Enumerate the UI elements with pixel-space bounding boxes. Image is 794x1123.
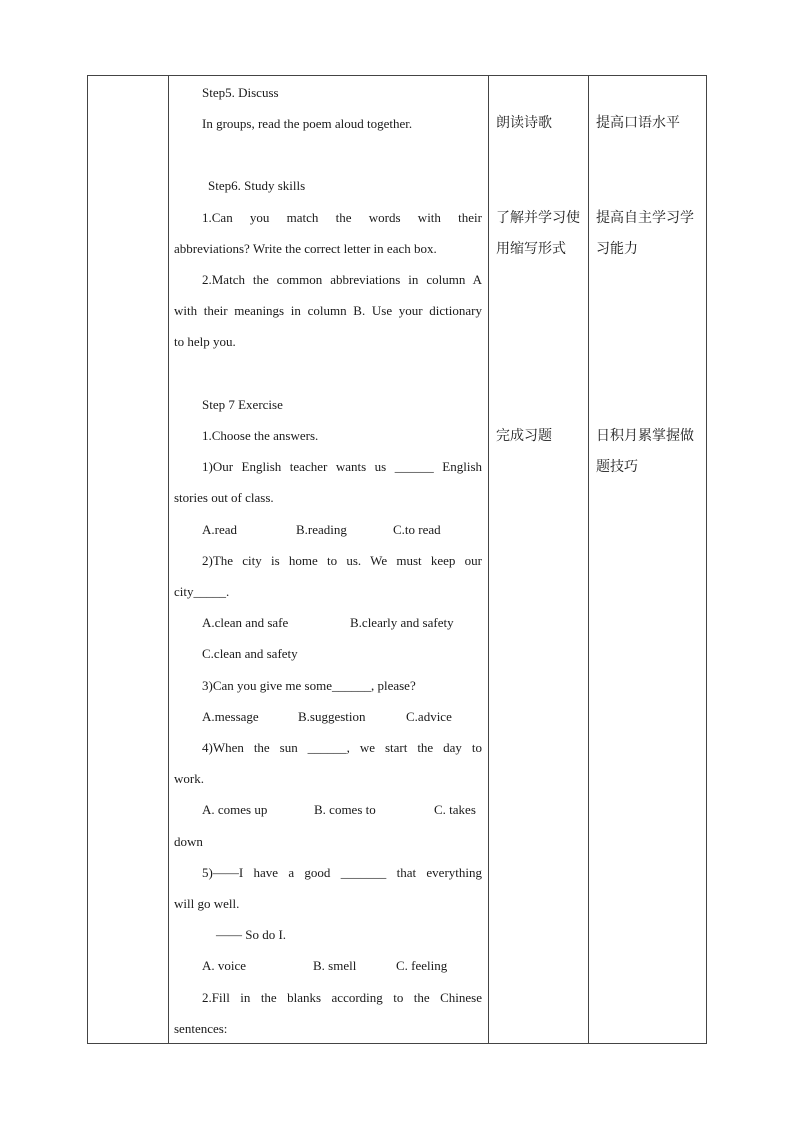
question-1-line1: 1)Our English teacher wants us ______ English	[202, 459, 482, 474]
step6-activity-line1: 了解并学习使	[496, 210, 580, 226]
step6-heading: Step6. Study skills	[208, 178, 306, 193]
question-5-options	[202, 958, 472, 974]
column-divider	[168, 76, 169, 1043]
question-5-line3: —— So do I.	[216, 927, 287, 942]
option-b: B. comes to	[314, 802, 376, 817]
question-5-line1: 5)——I have a good _______ that everything	[202, 865, 482, 880]
option-a: A.message	[202, 709, 259, 724]
column-divider	[488, 76, 489, 1043]
question-5-line2: will go well.	[174, 896, 240, 911]
option-b: B.reading	[296, 522, 347, 537]
step5-heading: Step5. Discuss	[202, 85, 279, 100]
question-4-line3: down	[174, 834, 203, 849]
column-divider	[588, 76, 589, 1043]
option-c: C.to read	[393, 522, 441, 537]
step7-intro: 1.Choose the answers.	[202, 428, 319, 443]
option-a: A. voice	[202, 958, 247, 973]
option-b: B.clearly and safety	[350, 615, 454, 630]
step6-goal-line1: 提高自主学习学	[596, 210, 694, 226]
fill-blanks-line2: sentences:	[174, 1021, 228, 1036]
option-b: B. smell	[313, 958, 357, 973]
option-c: C. takes	[434, 802, 476, 817]
step5-activity: 朗读诗歌	[496, 115, 552, 131]
step5-goal: 提高口语水平	[596, 115, 680, 131]
step6-item2-line1: 2.Match the common abbreviations in column A	[202, 272, 482, 287]
question-4-line1: 4)When the sun ______, we start the day to	[202, 740, 482, 755]
option-a: A.clean and safe	[202, 615, 289, 630]
question-4-options	[202, 802, 482, 818]
step7-goal-line2: 题技巧	[596, 459, 638, 475]
step6-goal-line2: 习能力	[596, 241, 638, 257]
step6-item2-line3: to help you.	[174, 334, 236, 349]
step6-activity-line2: 用缩写形式	[496, 241, 566, 257]
step7-activity: 完成习题	[496, 428, 552, 444]
option-c: C.advice	[406, 709, 452, 724]
step7-heading: Step 7 Exercise	[202, 397, 283, 412]
question-1-options	[202, 522, 462, 538]
question-1-line2: stories out of class.	[174, 490, 274, 505]
question-2-options	[202, 615, 472, 631]
step6-item2-line2: with their meanings in column B. Use your dictionary	[174, 303, 482, 318]
step6-item1-line1: 1.Can you match the words with their	[202, 210, 482, 225]
option-c: C. feeling	[396, 958, 448, 973]
option-a: A. comes up	[202, 802, 268, 817]
step6-item1-line2: abbreviations? Write the correct letter in each box.	[174, 241, 437, 256]
step7-goal-line1: 日积月累掌握做	[596, 428, 694, 444]
option-a: A.read	[202, 522, 238, 537]
question-2-line1: 2)The city is home to us. We must keep our	[202, 553, 482, 568]
lesson-table	[87, 75, 707, 1044]
question-4-line2: work.	[174, 771, 204, 786]
option-c: C.clean and safety	[202, 646, 298, 661]
fill-blanks-line1: 2.Fill in the blanks according to the Chinese	[202, 990, 482, 1005]
question-3-options	[202, 709, 472, 725]
step5-text: In groups, read the poem aloud together.	[202, 116, 413, 131]
question-3-line1: 3)Can you give me some______, please?	[202, 678, 416, 693]
option-b: B.suggestion	[298, 709, 366, 724]
question-2-line2: city_____.	[174, 584, 230, 599]
